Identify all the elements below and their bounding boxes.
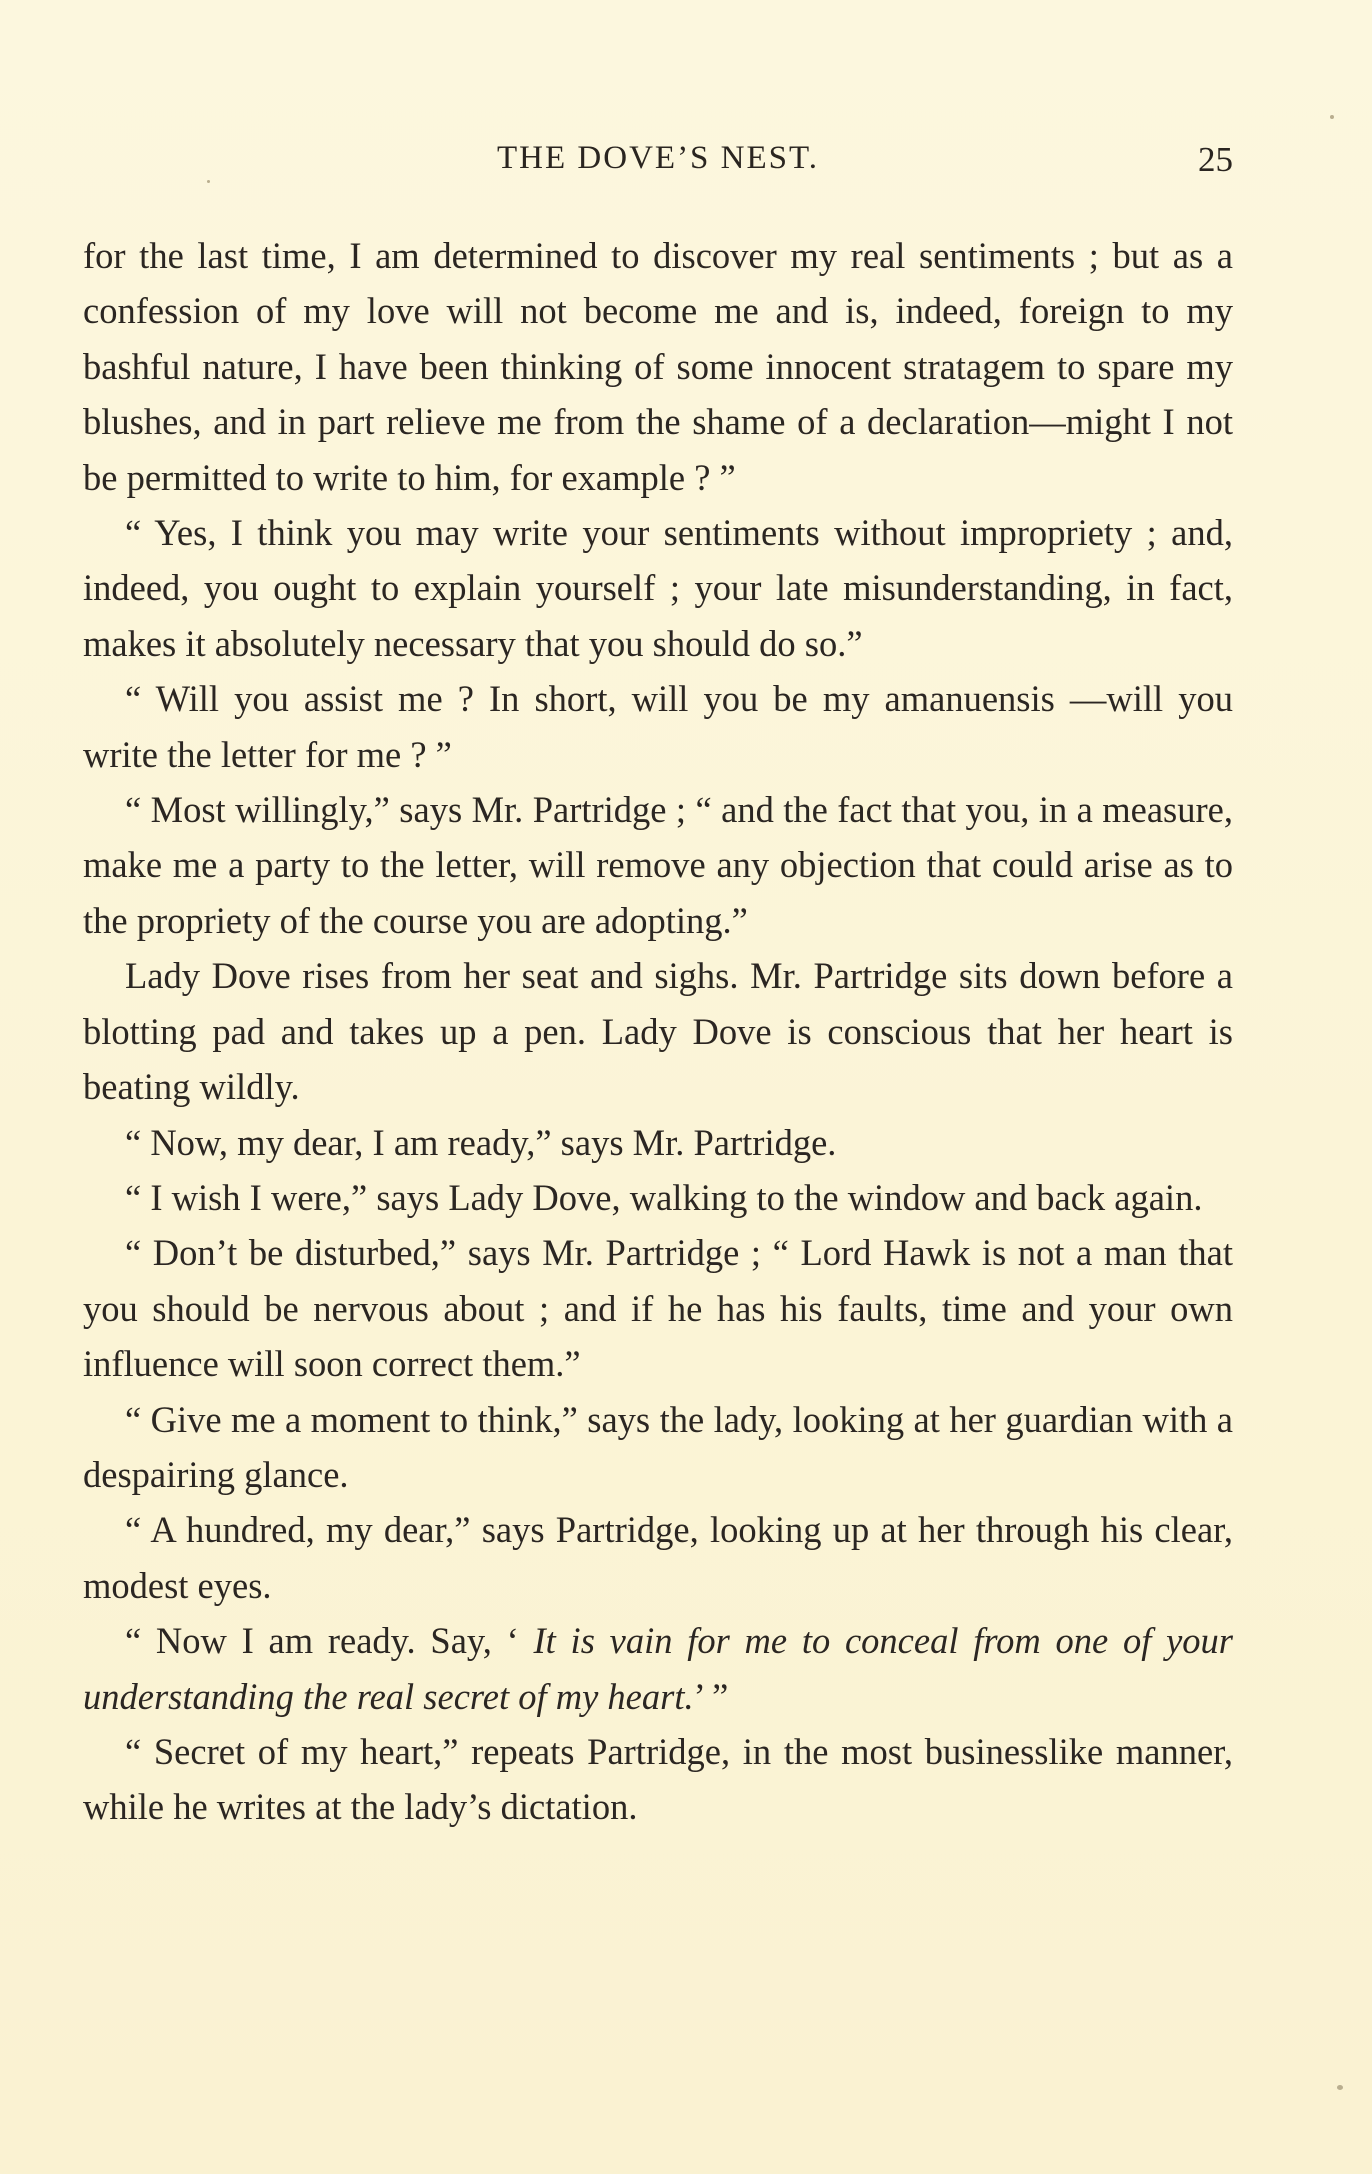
paragraph-10: “ A hundred, my dear,” says Partridge, looking up at her through his clear, modest eyes. <box>83 1509 1233 1606</box>
paper-speck <box>1330 115 1334 119</box>
paragraph-7: “ I wish I were,” says Lady Dove, walking to the window and back again. <box>125 1176 1203 1218</box>
body-text <box>83 228 1233 1835</box>
running-title: THE DOVE’S NEST. <box>497 140 819 176</box>
paragraph-9: “ Give me a moment to think,” says the lady, looking at her guardian with a despairing glance. <box>83 1398 1233 1495</box>
dictation-close: ’ ” <box>693 1675 729 1717</box>
paragraph-4: “ Most willingly,” says Mr. Partridge ; “ and the fact that you, in a measure, make me a party to the letter, will remove any objection that could arise as to the propriety of the course you are adopting.” <box>83 789 1233 941</box>
paragraph-6: “ Now, my dear, I am ready,” says Mr. Partridge. <box>125 1121 837 1163</box>
paragraph-5: Lady Dove rises from her seat and sighs. Mr. Partridge sits down before a blotting pad and takes up a pen. Lady Dove is conscious that her heart is beating wildly. <box>83 955 1233 1108</box>
page-number: 25 <box>1198 140 1233 179</box>
paper-speck <box>207 180 210 183</box>
paragraph-2: “ Yes, I think you may write your sentiments without impropriety ; and, indeed, you ought to explain yourself ; your late misunderstanding, in fact, makes it absolutely necessary that you should do so.” <box>83 512 1233 664</box>
paragraph-8: “ Don’t be disturbed,” says Mr. Partridge ; “ Lord Hawk is not a man that you should be nervous about ; and if he has his faults, time and your own influence will soon correct them.” <box>83 1232 1233 1385</box>
running-head <box>83 140 1233 190</box>
dictation-paragraph <box>83 1613 1233 1724</box>
dictation-italic: It is vain for me to conceal from one of your understanding the real secret of my heart. <box>83 1620 1233 1717</box>
paper-speck <box>1337 2085 1343 2090</box>
paragraph-1: for the last time, I am determined to discover my real sentiments ; but as a confession of my love will not become me and is, indeed, foreign to my bashful nature, I have been thinking of some innocent stratagem to spare my blushes, and in part relieve me from the shame of a declaration—might I not be permitted to write to him, for example ? ” <box>83 235 1233 498</box>
final-paragraph: “ Secret of my heart,” repeats Partridge, in the most businesslike manner, while he writes at the lady’s dictation. <box>83 1730 1233 1828</box>
paragraph-3: “ Will you assist me ? In short, will you be my amanuensis —will you write the letter for me ? ” <box>83 678 1233 775</box>
dictation-lead: “ Now I am ready. Say, ‘ <box>125 1620 534 1662</box>
